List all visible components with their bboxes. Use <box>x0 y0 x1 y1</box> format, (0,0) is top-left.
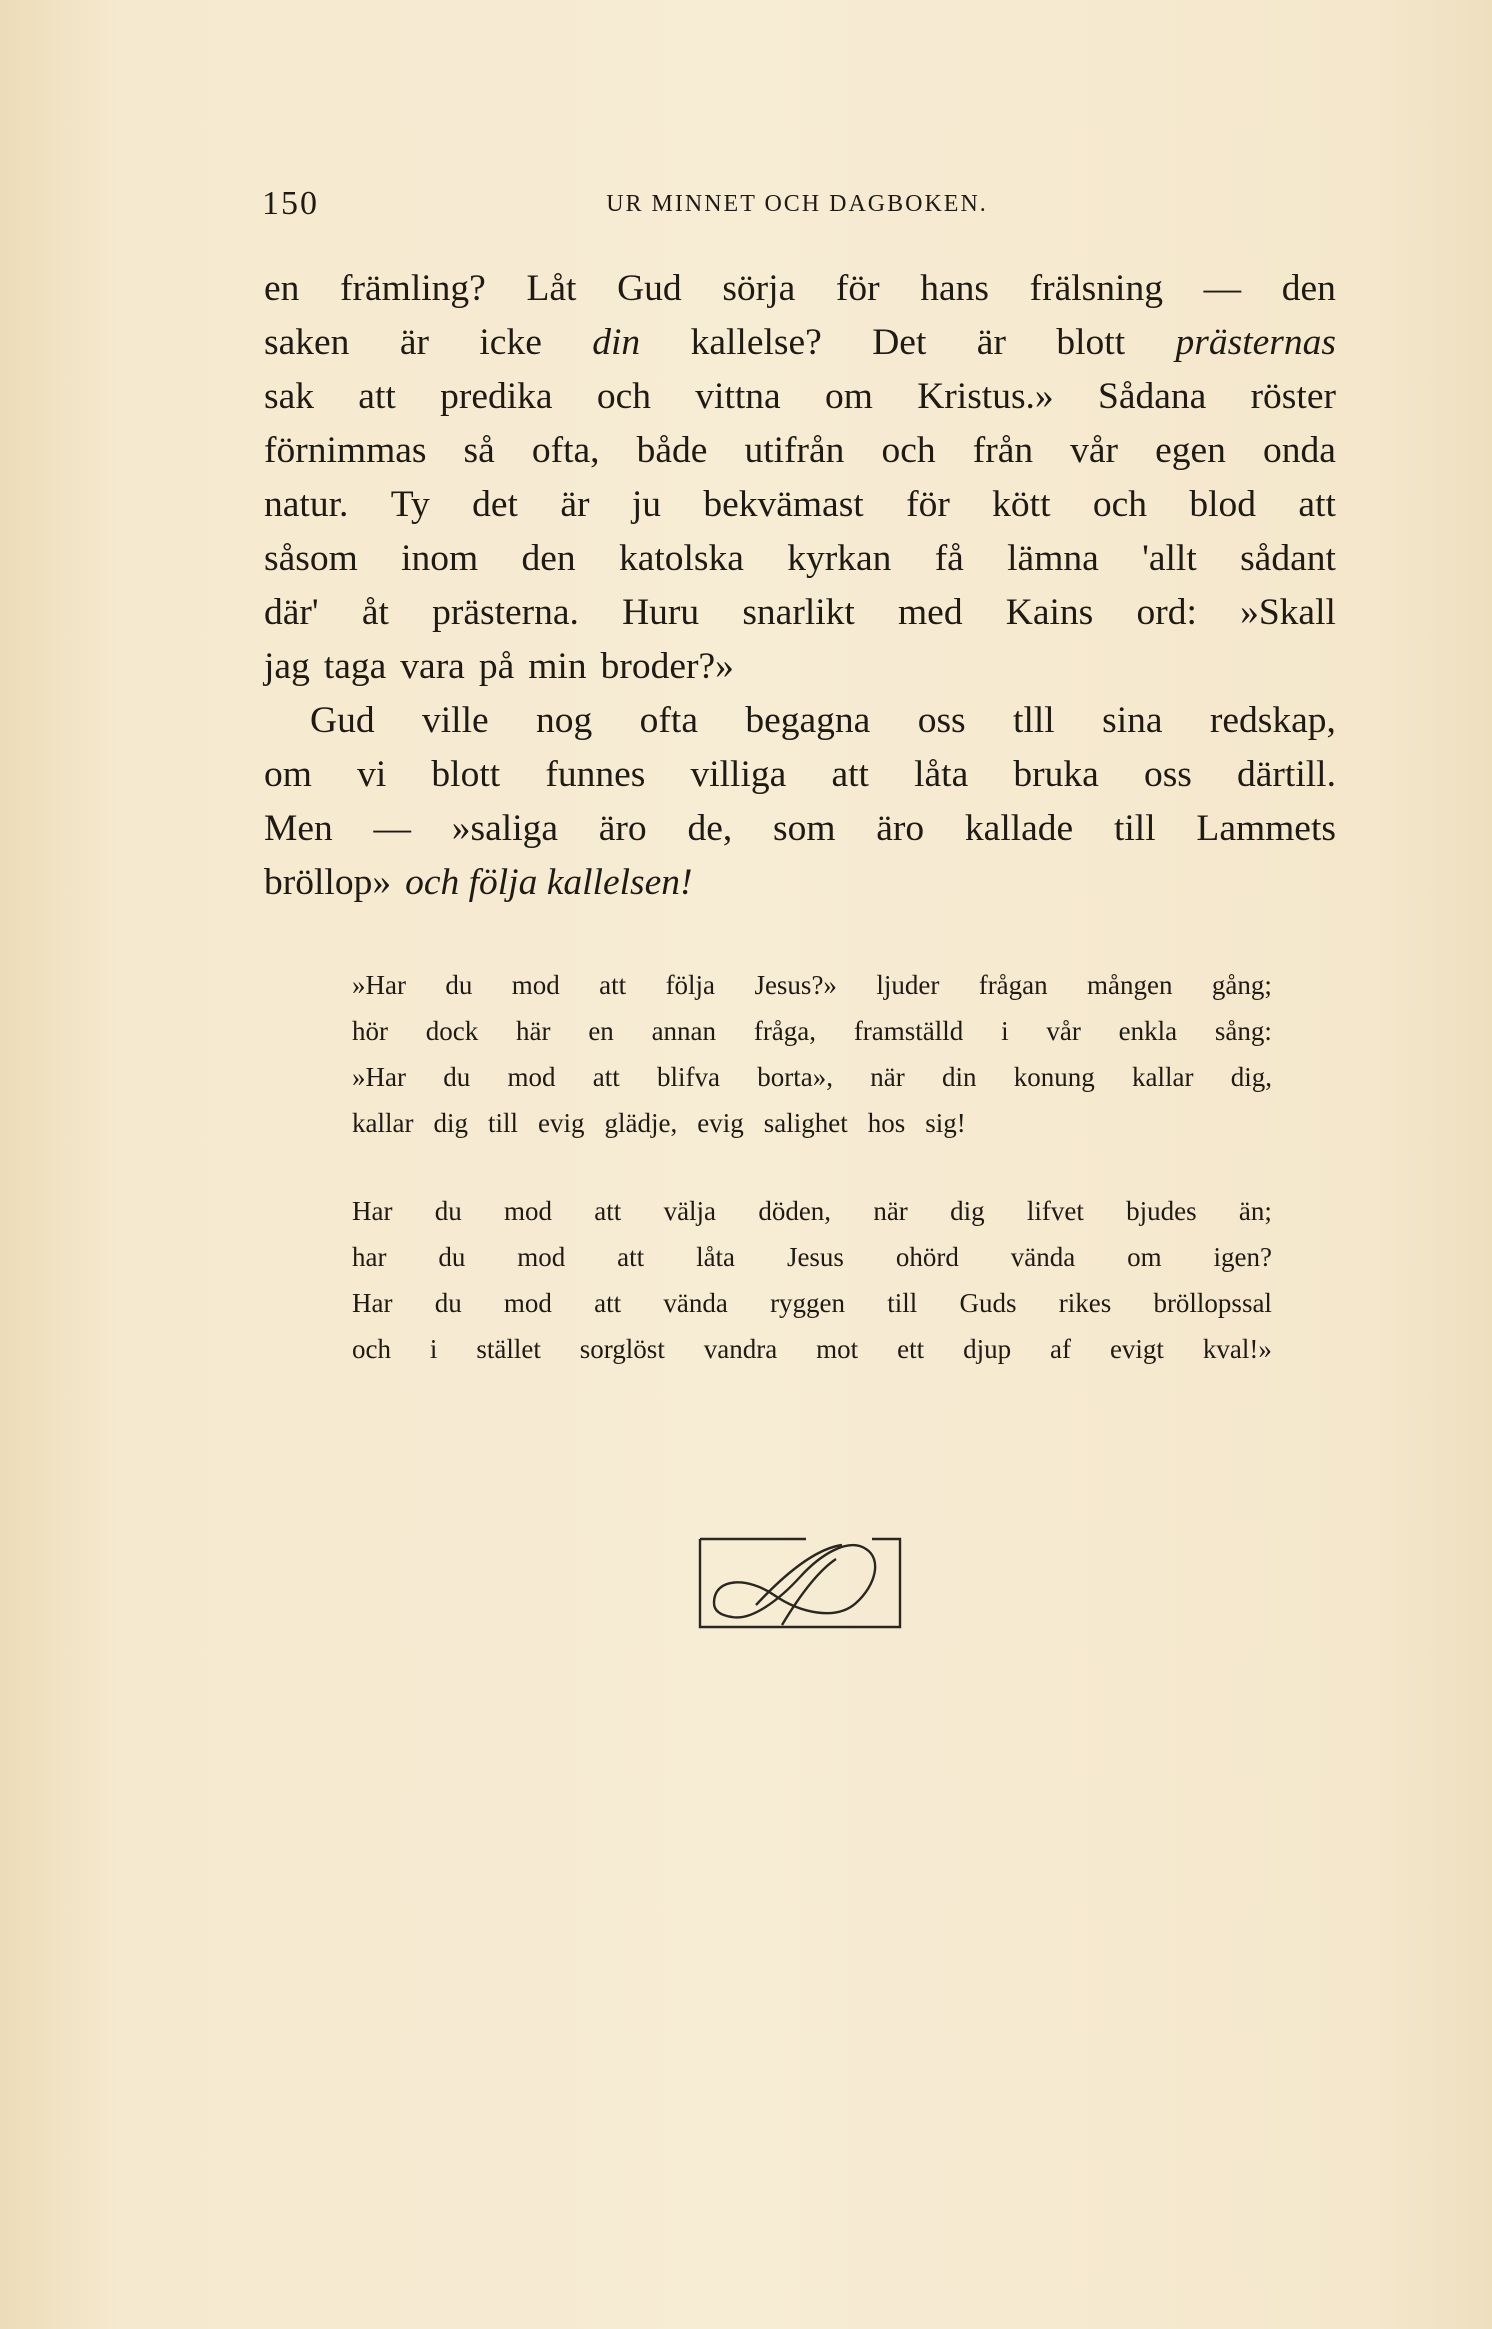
word: att <box>358 376 396 417</box>
word: vi <box>357 754 387 795</box>
word: sina <box>1102 700 1163 741</box>
word: främling? <box>340 268 486 309</box>
word: här <box>516 1016 551 1046</box>
word: oss <box>1143 754 1192 795</box>
poem-line <box>352 1326 1272 1372</box>
word: — <box>1203 268 1242 309</box>
word: både <box>636 430 708 471</box>
word: när <box>870 1062 905 1092</box>
word: snarlikt <box>742 592 855 633</box>
prose-line <box>264 316 1336 370</box>
word: att <box>599 970 627 1000</box>
word: inom <box>401 538 479 579</box>
word: funnes <box>545 754 646 795</box>
word: att <box>594 1196 622 1226</box>
word: i <box>429 1334 438 1364</box>
word: Det <box>872 322 927 363</box>
prose-line <box>264 262 1336 316</box>
word: att <box>831 754 869 795</box>
word: sak <box>264 376 314 417</box>
word: ville <box>421 700 489 741</box>
word: bröllop» <box>264 862 392 903</box>
word: den <box>521 538 576 579</box>
word: åt <box>361 592 389 633</box>
word: sorglöst <box>579 1334 665 1364</box>
word: hör <box>352 1016 388 1046</box>
poem-line <box>352 962 1272 1008</box>
word: förnimmas <box>264 430 427 471</box>
poem-stanza-1 <box>352 962 1272 1146</box>
word: mod <box>511 970 560 1000</box>
word: hans <box>920 268 989 309</box>
word: om <box>824 376 873 417</box>
italic-word: prästernas <box>1175 322 1336 363</box>
word: — <box>373 808 412 849</box>
poem-line <box>352 1100 1272 1146</box>
poem-line <box>352 1008 1272 1054</box>
prose-body <box>264 262 1336 910</box>
prose-line <box>264 532 1336 586</box>
prose-line <box>264 694 1336 748</box>
word: katolska <box>618 538 744 579</box>
word: sörja <box>722 268 796 309</box>
word: Kains <box>1005 592 1094 633</box>
word: egen <box>1155 430 1226 471</box>
word: som <box>772 808 836 849</box>
word: af <box>1050 1334 1071 1364</box>
word: vittna <box>695 376 781 417</box>
word: bruka <box>1013 754 1099 795</box>
word: en <box>588 1016 614 1046</box>
word: Huru <box>622 592 700 633</box>
word: kallelse? <box>690 322 822 363</box>
word: välja <box>663 1196 717 1226</box>
word: evigt <box>1109 1334 1164 1364</box>
word: i <box>1001 1016 1009 1046</box>
word: du <box>443 1062 471 1092</box>
word: mången <box>1087 970 1173 1000</box>
word: kval!» <box>1202 1334 1272 1364</box>
word: borta», <box>757 1062 833 1092</box>
word: blifva <box>657 1062 720 1092</box>
word: bjudes <box>1126 1196 1197 1226</box>
word: blott <box>431 754 501 795</box>
word: där' <box>264 592 319 633</box>
word: är <box>399 322 429 363</box>
prose-line <box>264 856 1336 910</box>
word: låta <box>914 754 969 795</box>
word: ofta <box>639 700 698 741</box>
word: min <box>528 646 587 687</box>
word: från <box>972 430 1034 471</box>
word: till <box>487 1108 518 1138</box>
word: 'allt <box>1142 538 1197 579</box>
word: stället <box>476 1334 541 1364</box>
word: sig! <box>925 1108 966 1138</box>
word: onda <box>1262 430 1336 471</box>
word: till <box>1113 808 1156 849</box>
word: vandra <box>703 1334 778 1364</box>
word: Jesus <box>786 1242 844 1272</box>
word: vara <box>400 646 465 687</box>
word: och <box>881 430 936 471</box>
word: vända <box>1010 1242 1076 1272</box>
word: om <box>264 754 312 795</box>
word: mot <box>816 1334 859 1364</box>
word: ett <box>897 1334 925 1364</box>
word: predika <box>440 376 553 417</box>
word: ofta, <box>531 430 600 471</box>
word: ohörd <box>895 1242 959 1272</box>
word: annan <box>651 1016 717 1046</box>
word: och <box>1092 484 1148 525</box>
word: den <box>1281 268 1336 309</box>
word: du <box>445 970 473 1000</box>
word: mod <box>504 1196 553 1226</box>
running-head: UR MINNET OCH DAGBOKEN. <box>606 191 988 217</box>
word: vår <box>1070 430 1119 471</box>
word: sådant <box>1240 538 1336 579</box>
word: »saliga <box>451 808 559 849</box>
poem-stanza-2 <box>352 1188 1272 1372</box>
word: när <box>873 1196 908 1226</box>
word: evig <box>538 1108 585 1138</box>
word: din <box>941 1062 977 1092</box>
word: begagna <box>745 700 871 741</box>
prose-line <box>264 640 1336 694</box>
word: rikes <box>1058 1288 1112 1318</box>
word: för <box>906 484 950 525</box>
word: konung <box>1013 1062 1095 1092</box>
word: kött <box>992 484 1051 525</box>
word: med <box>898 592 963 633</box>
word: Jesus?» <box>754 970 837 1000</box>
word: redskap, <box>1209 700 1336 741</box>
word: döden, <box>758 1196 832 1226</box>
italic-word: din <box>592 322 641 363</box>
word: Kristus.» <box>917 376 1054 417</box>
word: mod <box>503 1288 552 1318</box>
word: än; <box>1238 1196 1272 1226</box>
word: få <box>934 538 964 579</box>
word: för <box>835 268 880 309</box>
word: kallar <box>1131 1062 1194 1092</box>
word: har <box>352 1242 387 1272</box>
poem-line <box>352 1188 1272 1234</box>
word: är <box>976 322 1006 363</box>
word: Men <box>264 808 333 849</box>
word: vända <box>663 1288 728 1318</box>
italic-phrase: och följa kallelsen! <box>405 862 693 903</box>
poem-line <box>352 1234 1272 1280</box>
page-number: 150 <box>262 185 319 222</box>
word: frälsning <box>1029 268 1163 309</box>
word: oss <box>917 700 966 741</box>
word: Gud <box>310 700 375 741</box>
word: jag <box>264 646 310 687</box>
word: bröllopssal <box>1153 1288 1272 1318</box>
prose-line <box>264 478 1336 532</box>
word: djup <box>963 1334 1012 1364</box>
word: dock <box>425 1016 479 1046</box>
word: äro <box>598 808 647 849</box>
word: sång: <box>1214 1016 1272 1046</box>
prose-line <box>264 586 1336 640</box>
word: Gud <box>617 268 682 309</box>
word: blott <box>1056 322 1126 363</box>
word: tlll <box>1013 700 1055 741</box>
word: och <box>352 1334 391 1364</box>
word: på <box>478 646 515 687</box>
word: mod <box>507 1062 556 1092</box>
word: är <box>560 484 590 525</box>
word: kyrkan <box>787 538 892 579</box>
word: de, <box>687 808 733 849</box>
word: du <box>434 1288 462 1318</box>
poem-line <box>352 1054 1272 1100</box>
word: »Har <box>352 1062 406 1092</box>
word: nog <box>536 700 593 741</box>
word: så <box>463 430 495 471</box>
word: Guds <box>959 1288 1017 1318</box>
word: evig <box>697 1108 744 1138</box>
word: ord: <box>1136 592 1197 633</box>
word: Ty <box>390 484 430 525</box>
word: dig, <box>1230 1062 1272 1092</box>
word: »Skall <box>1240 592 1336 633</box>
word: du <box>438 1242 466 1272</box>
word: Sådana <box>1097 376 1207 417</box>
word: ljuder <box>876 970 940 1000</box>
word: salighet <box>763 1108 848 1138</box>
word: lifvet <box>1026 1196 1084 1226</box>
word: dig <box>433 1108 468 1138</box>
word: bekvämast <box>703 484 864 525</box>
word: en <box>264 268 300 309</box>
word: såsom <box>264 538 358 579</box>
word: lämna <box>1007 538 1099 579</box>
word: glädje, <box>604 1108 678 1138</box>
word: ryggen <box>770 1288 846 1318</box>
word: dig <box>950 1196 985 1226</box>
word: låta <box>696 1242 736 1272</box>
word: och <box>596 376 651 417</box>
word: igen? <box>1213 1242 1272 1272</box>
word: saken <box>264 322 350 363</box>
word: kallade <box>964 808 1074 849</box>
word: prästerna. <box>432 592 579 633</box>
word: ju <box>631 484 661 525</box>
word: framställd <box>853 1016 964 1046</box>
prose-line <box>264 748 1336 802</box>
word: kallar <box>352 1108 414 1138</box>
word: mod <box>517 1242 566 1272</box>
word: vår <box>1046 1016 1081 1046</box>
word: till <box>887 1288 918 1318</box>
word: gång; <box>1211 970 1272 1000</box>
word: Har <box>352 1196 393 1226</box>
word: »Har <box>352 970 406 1000</box>
word: äro <box>876 808 925 849</box>
word: Har <box>352 1288 393 1318</box>
word: utifrån <box>744 430 845 471</box>
word: frågan <box>978 970 1048 1000</box>
word: att <box>1298 484 1336 525</box>
word: det <box>472 484 518 525</box>
word: taga <box>323 646 387 687</box>
word: att <box>594 1288 622 1318</box>
word: hos <box>867 1108 906 1138</box>
prose-line <box>264 802 1336 856</box>
word: enkla <box>1118 1016 1178 1046</box>
poem-line <box>352 1280 1272 1326</box>
word: att <box>617 1242 645 1272</box>
prose-line <box>264 424 1336 478</box>
word: natur. <box>264 484 349 525</box>
word: fråga, <box>753 1016 817 1046</box>
word: Låt <box>526 268 577 309</box>
word: du <box>434 1196 462 1226</box>
word: därtill. <box>1237 754 1336 795</box>
page-header <box>262 185 1332 235</box>
word: att <box>592 1062 620 1092</box>
word: broder?» <box>600 646 734 687</box>
word: blod <box>1189 484 1257 525</box>
word: röster <box>1250 376 1336 417</box>
word: icke <box>479 322 542 363</box>
knot-ornament-icon <box>696 1525 906 1635</box>
prose-line <box>264 370 1336 424</box>
word: Lammets <box>1196 808 1336 849</box>
word: följa <box>665 970 716 1000</box>
word: villiga <box>690 754 787 795</box>
word: om <box>1127 1242 1162 1272</box>
